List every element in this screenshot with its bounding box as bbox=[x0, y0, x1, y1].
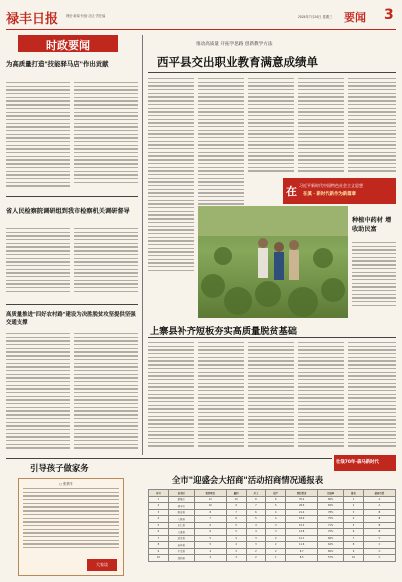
lead-body-col1 bbox=[148, 78, 194, 278]
table-cell: 4 bbox=[246, 522, 266, 529]
table-cell: 5 bbox=[149, 522, 169, 529]
table-cell: 9 bbox=[149, 548, 169, 555]
table-cell: 10 bbox=[194, 503, 226, 510]
table-cell: 3 bbox=[266, 522, 286, 529]
book-column-headline: 引导孩子做家务 bbox=[30, 463, 89, 473]
table-cell: 71% bbox=[318, 522, 344, 529]
book-column-box bbox=[18, 478, 124, 576]
investment-table bbox=[148, 489, 396, 562]
left-story-3-body bbox=[6, 333, 70, 453]
table-cell: 2 bbox=[149, 503, 169, 510]
table-cell: 1 bbox=[344, 496, 364, 503]
table-cell: 4 bbox=[344, 516, 364, 523]
table-cell: 5 bbox=[194, 535, 226, 542]
table-header-cell: 序号 bbox=[149, 490, 169, 497]
table-cell: 3 bbox=[344, 509, 364, 516]
table-cell: 8 bbox=[149, 542, 169, 549]
table-cell: 3 bbox=[226, 548, 246, 555]
table-cell: A bbox=[363, 496, 395, 503]
table-cell: 6 bbox=[149, 529, 169, 536]
table-cell: 6 bbox=[344, 529, 364, 536]
left-story-1-headline: 为高质量打造"技能驿马店"作出贡献 bbox=[6, 60, 109, 68]
table-header-cell: 县市区 bbox=[168, 490, 194, 497]
table-cell: 10 bbox=[149, 555, 169, 562]
table-cell: 86% bbox=[318, 496, 344, 503]
table-cell: 21.4 bbox=[286, 509, 318, 516]
table-cell: 6 bbox=[194, 522, 226, 529]
table-cell: 10 bbox=[226, 496, 246, 503]
feature-headline: 上寨县补齐短板夯实高质量脱贫基础 bbox=[150, 326, 297, 337]
table-cell: 3 bbox=[246, 542, 266, 549]
table-cell: 18.9 bbox=[286, 516, 318, 523]
table-cell: 9 bbox=[344, 548, 364, 555]
page-number: 3 bbox=[384, 7, 394, 23]
book-column-body bbox=[23, 488, 119, 558]
table-cell: 7 bbox=[246, 503, 266, 510]
table-cell: 7 bbox=[194, 516, 226, 523]
table-headline: 全市"迎盛会大招商"活动招商情况通报表 bbox=[172, 475, 324, 485]
table-cell: 5 bbox=[194, 542, 226, 549]
table-cell: 8 bbox=[344, 542, 364, 549]
table-cell: 2 bbox=[266, 535, 286, 542]
left-story-1-body-col2 bbox=[74, 82, 138, 192]
masthead bbox=[6, 6, 396, 28]
table-cell: 4 bbox=[246, 529, 266, 536]
table-cell: C bbox=[363, 542, 395, 549]
table-header-cell: 完成率 bbox=[318, 490, 344, 497]
table-header-cell: 开工 bbox=[246, 490, 266, 497]
table-cell: B bbox=[363, 529, 395, 536]
table-cell: 3 bbox=[149, 509, 169, 516]
table-cell: 12 bbox=[194, 496, 226, 503]
table-row bbox=[149, 555, 396, 562]
table-cell: 6 bbox=[246, 509, 266, 516]
table-cell: 2 bbox=[266, 548, 286, 555]
table-cell: 66% bbox=[318, 535, 344, 542]
table-cell: 4 bbox=[149, 516, 169, 523]
table-cell: 57% bbox=[318, 555, 344, 562]
table-cell: 14.8 bbox=[286, 529, 318, 536]
table-cell: 4 bbox=[226, 535, 246, 542]
promo-logo-icon: 在 bbox=[286, 185, 297, 198]
table-cell: 8 bbox=[194, 509, 226, 516]
table-cell: 7 bbox=[149, 535, 169, 542]
table-cell: 78% bbox=[318, 509, 344, 516]
table-cell: 7 bbox=[344, 535, 364, 542]
table-cell: 9.7 bbox=[286, 548, 318, 555]
table-cell: 70% bbox=[318, 529, 344, 536]
table-cell: 2 bbox=[246, 548, 266, 555]
table-cell: 5 bbox=[226, 522, 246, 529]
left-story-2-body bbox=[6, 228, 70, 300]
table-cell: 姚安县 bbox=[168, 509, 194, 516]
table-cell: 60% bbox=[318, 548, 344, 555]
table-header-cell: 招商引资 bbox=[363, 490, 395, 497]
table-cell: 5 bbox=[226, 529, 246, 536]
table-cell: 12.1 bbox=[286, 535, 318, 542]
table-cell: 永仁县 bbox=[168, 522, 194, 529]
left-story-3-headline: 高质量推进"四好农村路"建设为决胜脱贫攻坚提供坚强交通支撑 bbox=[6, 312, 136, 326]
photo-caption-title: 种植中药材 增收助民富 bbox=[352, 217, 392, 233]
table-cell: 10 bbox=[344, 555, 364, 562]
table-cell: A bbox=[363, 503, 395, 510]
table-cell: B bbox=[363, 522, 395, 529]
table-cell: 3 bbox=[226, 555, 246, 562]
table-cell: B bbox=[363, 509, 395, 516]
table-header-cell: 到位资金 bbox=[286, 490, 318, 497]
table-header-cell: 投产 bbox=[266, 490, 286, 497]
photo-caption-box bbox=[352, 206, 396, 318]
left-story-2-headline: 省人民检察院调研组到我市检察机关调研督导 bbox=[6, 208, 130, 215]
promo-line-1: 习近平新时代中国特色社会主义思想 bbox=[299, 183, 363, 188]
photo-caption-body bbox=[352, 242, 396, 314]
table-cell: 牟定县 bbox=[168, 548, 194, 555]
table-cell: 3 bbox=[246, 535, 266, 542]
table-cell: 75% bbox=[318, 516, 344, 523]
feature-body-col4 bbox=[298, 342, 344, 452]
table-cell: 6 bbox=[194, 529, 226, 536]
table-cell: C bbox=[363, 555, 395, 562]
table-cell: 6 bbox=[226, 516, 246, 523]
lead-headline: 西平县交出职业教育满意成绩单 bbox=[157, 55, 318, 69]
table-cell: 7 bbox=[226, 509, 246, 516]
left-story-1-body bbox=[6, 82, 70, 192]
table-cell: 8 bbox=[246, 496, 266, 503]
lead-body-col5 bbox=[348, 78, 396, 176]
section-label: 要闻 bbox=[344, 11, 366, 24]
table-cell: 4 bbox=[266, 516, 286, 523]
left-story-2-body-col2 bbox=[74, 228, 138, 300]
table-cell: 4 bbox=[194, 555, 226, 562]
table-cell: 2 bbox=[246, 555, 266, 562]
table-header-cell: 履约 bbox=[226, 490, 246, 497]
feature-body-col3 bbox=[248, 342, 294, 452]
table-cell: 4 bbox=[266, 509, 286, 516]
feature-body-col5 bbox=[348, 342, 396, 452]
masthead-tagline: 理论·新闻·价值·社区·责任编 bbox=[66, 14, 106, 18]
anniversary-banner-text: 壮哉70年·森马新时代 bbox=[336, 460, 379, 465]
table-cell: 3 bbox=[266, 529, 286, 536]
lead-body-col4 bbox=[298, 78, 344, 176]
promo-line-2: 在滇 · 新时代新作为新篇章 bbox=[303, 192, 357, 197]
table-cell: 元谋县 bbox=[168, 529, 194, 536]
table-cell: 2 bbox=[266, 542, 286, 549]
table-cell: 双柏县 bbox=[168, 555, 194, 562]
table-cell: 南华县 bbox=[168, 542, 194, 549]
table-header-cell: 签约项目 bbox=[194, 490, 226, 497]
table-cell: 11.6 bbox=[286, 542, 318, 549]
table-cell: 4 bbox=[194, 548, 226, 555]
table-cell: 5 bbox=[266, 503, 286, 510]
table-cell: 5 bbox=[344, 522, 364, 529]
promo-banner bbox=[283, 178, 396, 204]
table-cell: 8.5 bbox=[286, 555, 318, 562]
table-cell: 35.2 bbox=[286, 496, 318, 503]
feature-body-col1 bbox=[148, 342, 194, 452]
table-cell: C bbox=[363, 548, 395, 555]
farm-photo bbox=[198, 206, 348, 318]
table-cell: 28.6 bbox=[286, 503, 318, 510]
table-cell: 6 bbox=[266, 496, 286, 503]
book-column-stamp-icon: 大家谈 bbox=[87, 559, 117, 571]
table-header-cell: 排名 bbox=[344, 490, 364, 497]
table-cell: 武定县 bbox=[168, 535, 194, 542]
book-column-byline: □ 张梦洋 bbox=[59, 482, 73, 486]
anniversary-banner bbox=[334, 455, 396, 471]
table-cell: 1 bbox=[266, 555, 286, 562]
column-banner bbox=[18, 35, 118, 52]
column-banner-text: 时政要闻 bbox=[46, 39, 90, 52]
table-cell: 5 bbox=[246, 516, 266, 523]
table-cell: 大姚县 bbox=[168, 516, 194, 523]
masthead-title: 禄丰日报 bbox=[6, 12, 59, 27]
table-body bbox=[149, 496, 396, 561]
table-cell: 4 bbox=[226, 542, 246, 549]
lead-kicker: 推动高质量 开拓学思路 创新教学方法 bbox=[196, 42, 273, 47]
table-cell: 楚雄市 bbox=[168, 496, 194, 503]
table-cell: 2 bbox=[344, 503, 364, 510]
table-cell: 15.3 bbox=[286, 522, 318, 529]
table-cell: 82% bbox=[318, 503, 344, 510]
left-story-3-body-col2 bbox=[74, 333, 138, 453]
lead-body-col3 bbox=[248, 78, 294, 176]
table-cell: 64% bbox=[318, 542, 344, 549]
feature-body-col2 bbox=[198, 342, 244, 452]
table-cell: C bbox=[363, 535, 395, 542]
table-cell: 禄丰市 bbox=[168, 503, 194, 510]
table-cell: 1 bbox=[149, 496, 169, 503]
masthead-date: 2024年7月24日 星期三 bbox=[298, 15, 333, 19]
table-cell: 9 bbox=[226, 503, 246, 510]
table-cell: B bbox=[363, 516, 395, 523]
